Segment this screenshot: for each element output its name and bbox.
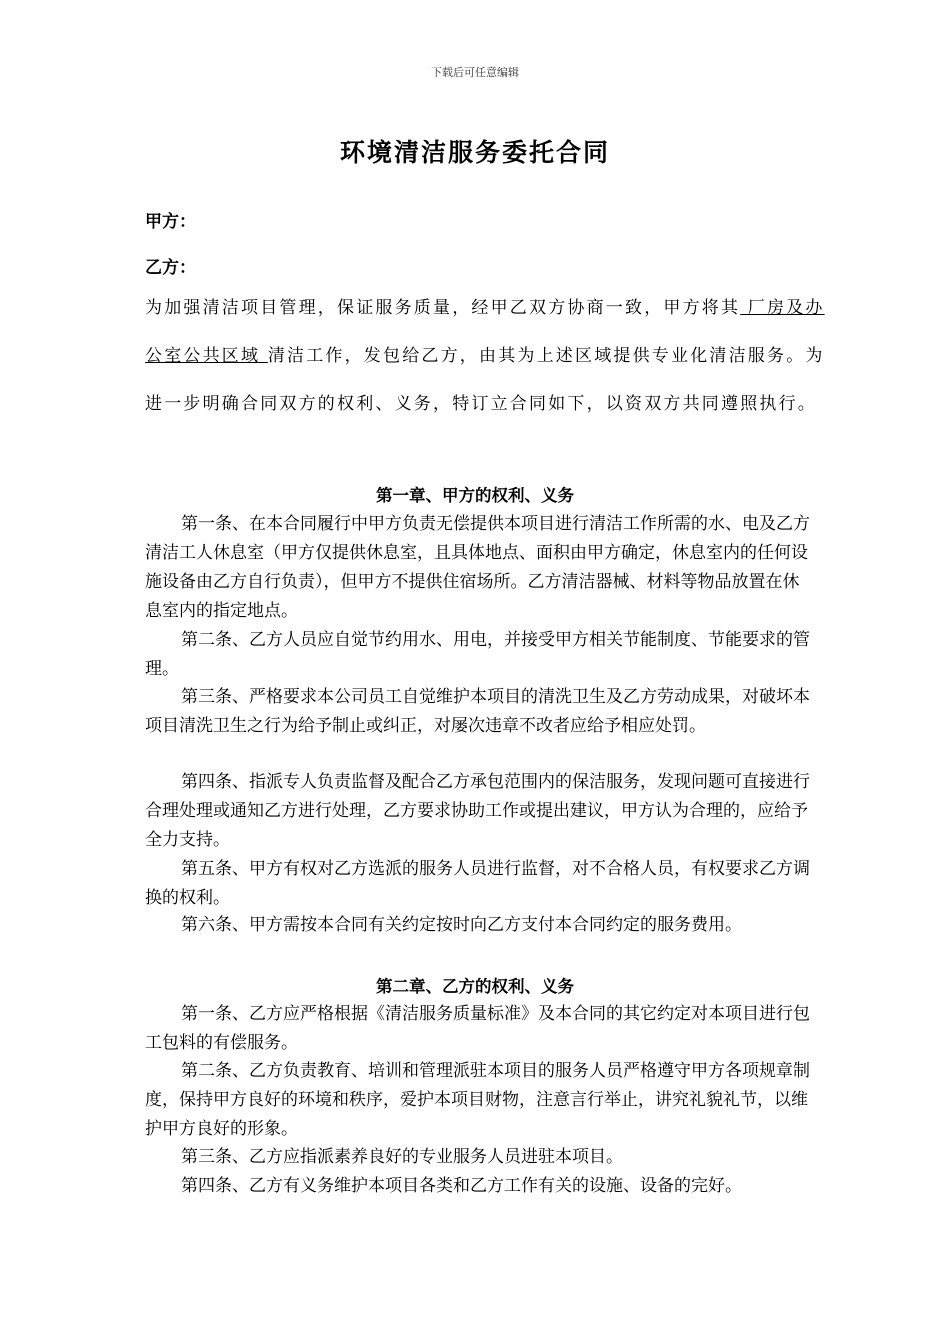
service-area-underlined: 厂房及办公室公共区域 [145,298,825,366]
chapter-2-article-4: 第四条、乙方有义务维护本项目各类和乙方工作有关的设施、设备的完好。 [181,1176,742,1196]
chapter-1-article-6: 第六条、甲方需按本合同有关约定按时向乙方支付本合同约定的服务费用。 [181,915,742,935]
header-note: 下载后可任意编辑 [431,66,519,79]
intro-paragraph [145,284,825,428]
chapter-1-article-4: 第四条、指派专人负责监督及配合乙方承包范围内的保洁服务，发现问题可直接进行合理处理或通知乙方进行处理，乙方要求协助工作或提出建议，甲方认为合理的，应给予全力支持。 [145,772,810,850]
intro-text-1: 为加强清洁项目管理，保证服务质量，经甲乙双方协商一致，甲方将其 [145,298,741,318]
chapter-1-article-2: 第二条、乙方人员应自觉节约用水、用电，并接受甲方相关节能制度、节能要求的管理。 [145,630,810,679]
intro-text-2: 清洁工作，发包给乙方，由其为上述区域提供专业化清洁服务。为进一步明确合同双方的权利、义务，特订立合同如下，以资双方共同遵照执行。 [145,346,825,414]
chapter-1-article-1: 第一条、在本合同履行中甲方负责无偿提供本项目进行清洁工作所需的水、电及乙方清洁工人休息室（甲方仅提供休息室，且具体地点、面积由甲方确定，休息室内的任何设施设备由乙方自行负责），但甲方不提供住宿场所。乙方清洁器械、材料等物品放置在休息室内的指定地点。 [145,514,810,621]
chapter-2-article-3: 第三条、乙方应指派素养良好的专业服务人员进驻本项目。 [181,1147,623,1167]
party-a-label: 甲方： [145,212,196,232]
chapter-1-article-5: 第五条、甲方有权对乙方选派的服务人员进行监督，对不合格人员，有权要求乙方调换的权利。 [145,859,810,908]
chapter-1-title: 第一章、甲方的权利、义务 [376,486,574,505]
chapter-1-article-3: 第三条、严格要求本公司员工自觉维护本项目的清洗卫生及乙方劳动成果，对破坏本项目清洗卫生之行为给予制止或纠正，对屡次违章不改者应给予相应处罚。 [145,687,810,736]
chapter-2-article-1: 第一条、乙方应严格根据《清洁服务质量标准》及本合同的其它约定对本项目进行包工包料的有偿服务。 [145,1004,810,1053]
document-title: 环境清洁服务委托合同 [339,138,610,167]
chapter-2-article-2: 第二条、乙方负责教育、培训和管理派驻本项目的服务人员严格遵守甲方各项规章制度，保持甲方良好的环境和秩序，爱护本项目财物，注意言行举止，讲究礼貌礼节，以维护甲方良好的形象。 [145,1061,810,1139]
chapter-2-title: 第二章、乙方的权利、义务 [376,977,574,996]
party-b-label: 乙方： [145,258,196,278]
